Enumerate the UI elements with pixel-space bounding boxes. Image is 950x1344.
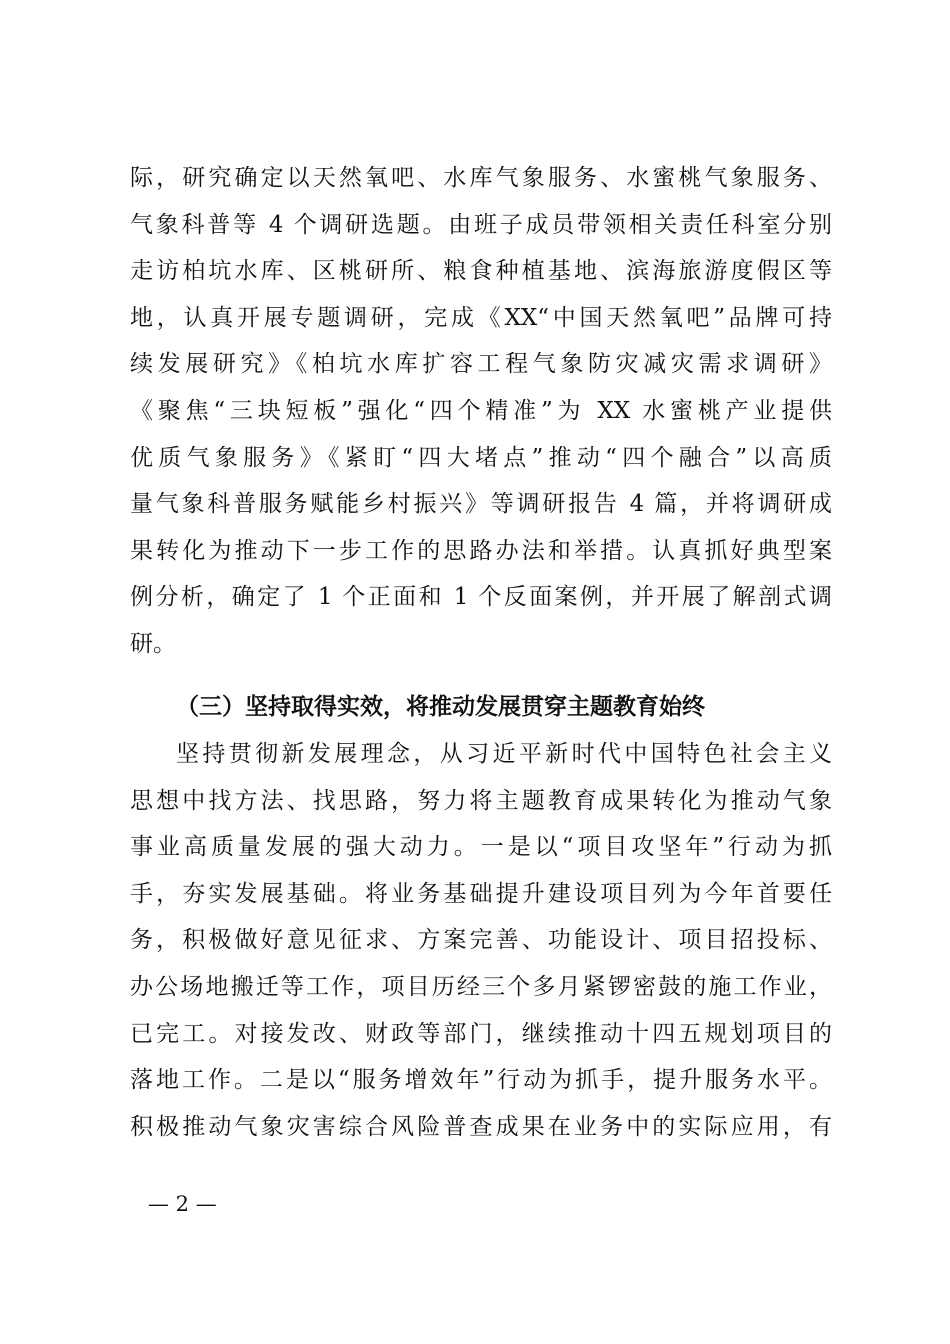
paragraph-line: 事业高质量发展的强大动力。一是以“项目攻坚年”行动为抓 [130, 834, 832, 861]
paragraph-line: 研。 [130, 630, 176, 657]
paragraph-line: 思想中找方法、找思路，努力将主题教育成果转化为推动气象 [130, 787, 832, 814]
paragraph-line: 果转化为推动下一步工作的思路办法和举措。认真抓好典型案 [130, 537, 832, 564]
paragraph-line: 地，认真开展专题调研，完成《XX“中国天然氧吧”品牌可持 [130, 304, 832, 331]
paragraph-line: 走访柏坑水库、区桃研所、粮食种植基地、滨海旅游度假区等 [130, 258, 832, 285]
paragraph-2 [130, 731, 832, 1150]
paragraph-line: 已完工。对接发改、财政等部门，继续推动十四五规划项目的 [130, 1020, 832, 1047]
paragraph-line: 落地工作。二是以“服务增效年”行动为抓手，提升服务水平。 [130, 1067, 832, 1094]
paragraph-line: 手，夯实发展基础。将业务基础提升建设项目列为今年首要任 [130, 880, 832, 907]
paragraph-line: 《聚焦“三块短板”强化“四个精准”为 XX 水蜜桃产业提供 [130, 397, 832, 424]
paragraph-line: 办公场地搬迁等工作，项目历经三个多月紧锣密鼓的施工作业， [130, 973, 832, 1000]
paragraph-line: 量气象科普服务赋能乡村振兴》等调研报告 4 篇，并将调研成 [130, 491, 832, 518]
page-number: — 2 — [148, 1192, 217, 1216]
paragraph-line: 际，研究确定以天然氧吧、水库气象服务、水蜜桃气象服务、 [130, 165, 832, 191]
paragraph-1 [130, 155, 832, 668]
section-heading-block [130, 684, 832, 731]
paragraph-line: 例分析，确定了 1 个正面和 1 个反面案例，并开展了解剖式调 [130, 584, 832, 611]
section-heading: （三）坚持取得实效，将推动发展贯穿主题教育始终 [176, 693, 705, 720]
paragraph-line: 优质气象服务》《紧盯“四大堵点”推动“四个融合”以高质 [130, 444, 832, 471]
paragraph-line: 坚持贯彻新发展理念，从习近平新时代中国特色社会主义 [176, 741, 832, 767]
paragraph-line: 气象科普等 4 个调研选题。由班子成员带领相关责任科室分别 [130, 211, 832, 238]
paragraph-line: 续发展研究》《柏坑水库扩容工程气象防灾减灾需求调研》 [130, 351, 832, 378]
paragraph-line: 务，积极做好意见征求、方案完善、功能设计、项目招投标、 [130, 927, 832, 954]
paragraph-line: 积极推动气象灾害综合风险普查成果在业务中的实际应用，有 [130, 1113, 832, 1140]
